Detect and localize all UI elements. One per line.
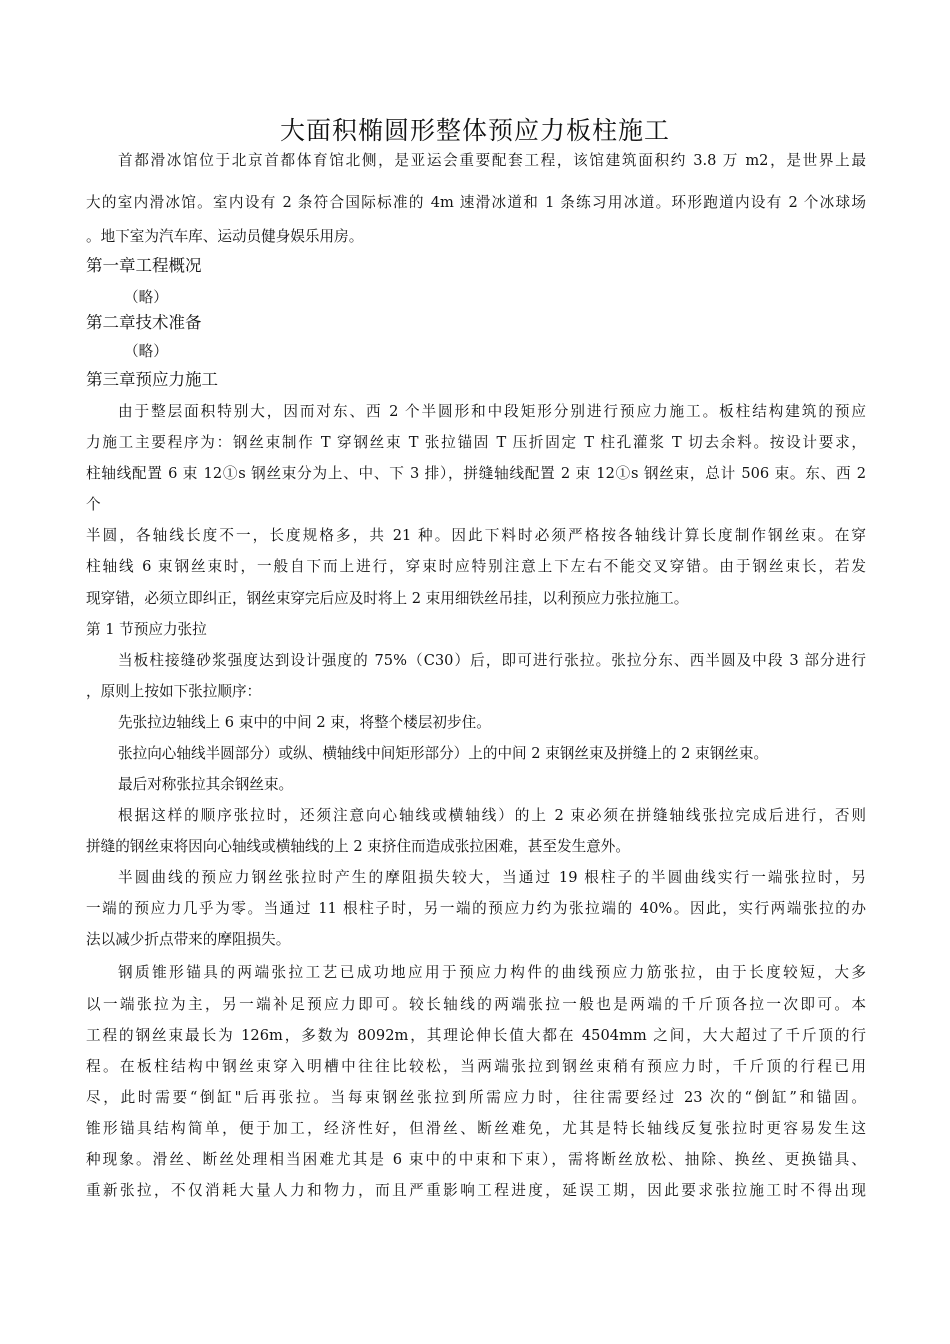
paragraph-line: 柱轴线配置 6 束 12①s 钢丝束分为上、中、下 3 排），拼缝轴线配置 2 束 12①s 钢丝束，总计 506 束。东、西 2 [86, 465, 866, 482]
paragraph-line: 法以减少折点带来的摩阻损失。 [86, 931, 291, 948]
paragraph-line: 先张拉边轴线上 6 束中的中间 2 束，将整个楼层初步住。 [118, 714, 491, 731]
placeholder-text: （略） [124, 289, 168, 306]
placeholder-text: （略） [124, 343, 168, 360]
chapter-heading: 第一章工程概况 [86, 256, 202, 275]
paragraph-line: 锥形锚具结构简单，便于加工，经济性好，但滑丝、断丝难免，尤其是特长轴线反复张拉时更容易发生这 [86, 1120, 866, 1137]
paragraph-line: 当板柱接缝砂浆强度达到设计强度的 75%（C30）后，即可进行张拉。张拉分东、西半圆及中段 3 部分进行 [118, 652, 866, 669]
section-heading: 第 1 节预应力张拉 [86, 621, 207, 638]
paragraph-line: 根据这样的顺序张拉时，还须注意向心轴线或横轴线）的上 2 束必须在拼缝轴线张拉完成后进行，否则 [118, 807, 866, 824]
paragraph-line: 种现象。滑丝、断丝处理相当困难尤其是 6 束中的中束和下束），需将断丝放松、抽除、换丝、更换锚具、 [86, 1151, 866, 1168]
paragraph-line: 最后对称张拉其余钢丝束。 [118, 776, 294, 793]
chapter-heading: 第二章技术准备 [86, 313, 202, 332]
paragraph-line: 半圆曲线的预应力钢丝张拉时产生的摩阻损失较大，当通过 19 根柱子的半圆曲线实行一端张拉时，另 [118, 869, 866, 886]
paragraph-line: 工程的钢丝束最长为 126m，多数为 8092m，其理论伸长值大都在 4504mm 之间，大大超过了千斤顶的行 [86, 1027, 866, 1044]
paragraph-line: 个 [86, 496, 101, 513]
paragraph-line: 张拉向心轴线半圆部分）或纵、横轴线中间矩形部分）上的中间 2 束钢丝束及拼缝上的 2 束钢丝束。 [118, 745, 769, 762]
paragraph-line: 首都滑冰馆位于北京首都体育馆北侧，是亚运会重要配套工程，该馆建筑面积约 3.8 万 m2，是世界上最 [118, 152, 866, 169]
paragraph-line: 钢质锥形锚具的两端张拉工艺已成功地应用于预应力构件的曲线预应力筋张拉，由于长度较短，大多 [118, 964, 866, 981]
paragraph-line: 半圆，各轴线长度不一，长度规格多，共 21 种。因此下料时必须严格按各轴线计算长度制作钢丝束。在穿 [86, 527, 866, 544]
paragraph-line: 由于整层面积特别大，因而对东、西 2 个半圆形和中段矩形分别进行预应力施工。板柱结构建筑的预应 [118, 403, 866, 420]
paragraph-line: ，原则上按如下张拉顺序： [86, 683, 262, 700]
paragraph-line: 。地下室为汽车库、运动员健身娱乐用房。 [86, 228, 364, 245]
paragraph-line: 尽，此时需要“倒缸"后再张拉。当每束钢丝张拉到所需应力时，往往需要经过 23 次的“倒缸”和锚固。 [86, 1089, 866, 1106]
document-title: 大面积椭圆形整体预应力板柱施工 [279, 116, 670, 145]
paragraph-line: 一端的预应力几乎为零。当通过 11 根柱子时，另一端的预应力约为张拉端的 40%。因此，实行两端张拉的办 [86, 900, 866, 917]
paragraph-line: 程。在板柱结构中钢丝束穿入明槽中往往比较松，当两端张拉到钢丝束稍有预应力时，千斤顶的行程已用 [86, 1058, 866, 1075]
paragraph-line: 重新张拉，不仅消耗大量人力和物力，而且严重影响工程进度，延误工期，因此要求张拉施工时不得出现 [86, 1182, 866, 1199]
paragraph-line: 力施工主要程序为：钢丝束制作 T 穿钢丝束 T 张拉锚固 T 压折固定 T 柱孔灌浆 T 切去余料。按设计要求， [86, 434, 866, 451]
paragraph-line: 以一端张拉为主，另一端补足预应力即可。较长轴线的两端张拉一般也是两端的千斤顶各拉一次即可。本 [86, 996, 866, 1013]
chapter-heading: 第三章预应力施工 [86, 370, 218, 389]
paragraph-line: 柱轴线 6 束钢丝束时，一般自下而上进行，穿束时应特别注意上下左右不能交叉穿错。由于钢丝束长，若发 [86, 558, 866, 575]
paragraph-line: 现穿错，必须立即纠正，钢丝束穿完后应及时将上 2 束用细铁丝吊挂，以利预应力张拉施工。 [86, 590, 689, 607]
paragraph-line: 大的室内滑冰馆。室内设有 2 条符合国际标准的 4m 速滑冰道和 1 条练习用冰道。环形跑道内设有 2 个冰球场 [86, 194, 866, 211]
paragraph-line: 拼缝的钢丝束将因向心轴线或横轴线的上 2 束挤住而造成张拉困难，甚至发生意外。 [86, 838, 630, 855]
